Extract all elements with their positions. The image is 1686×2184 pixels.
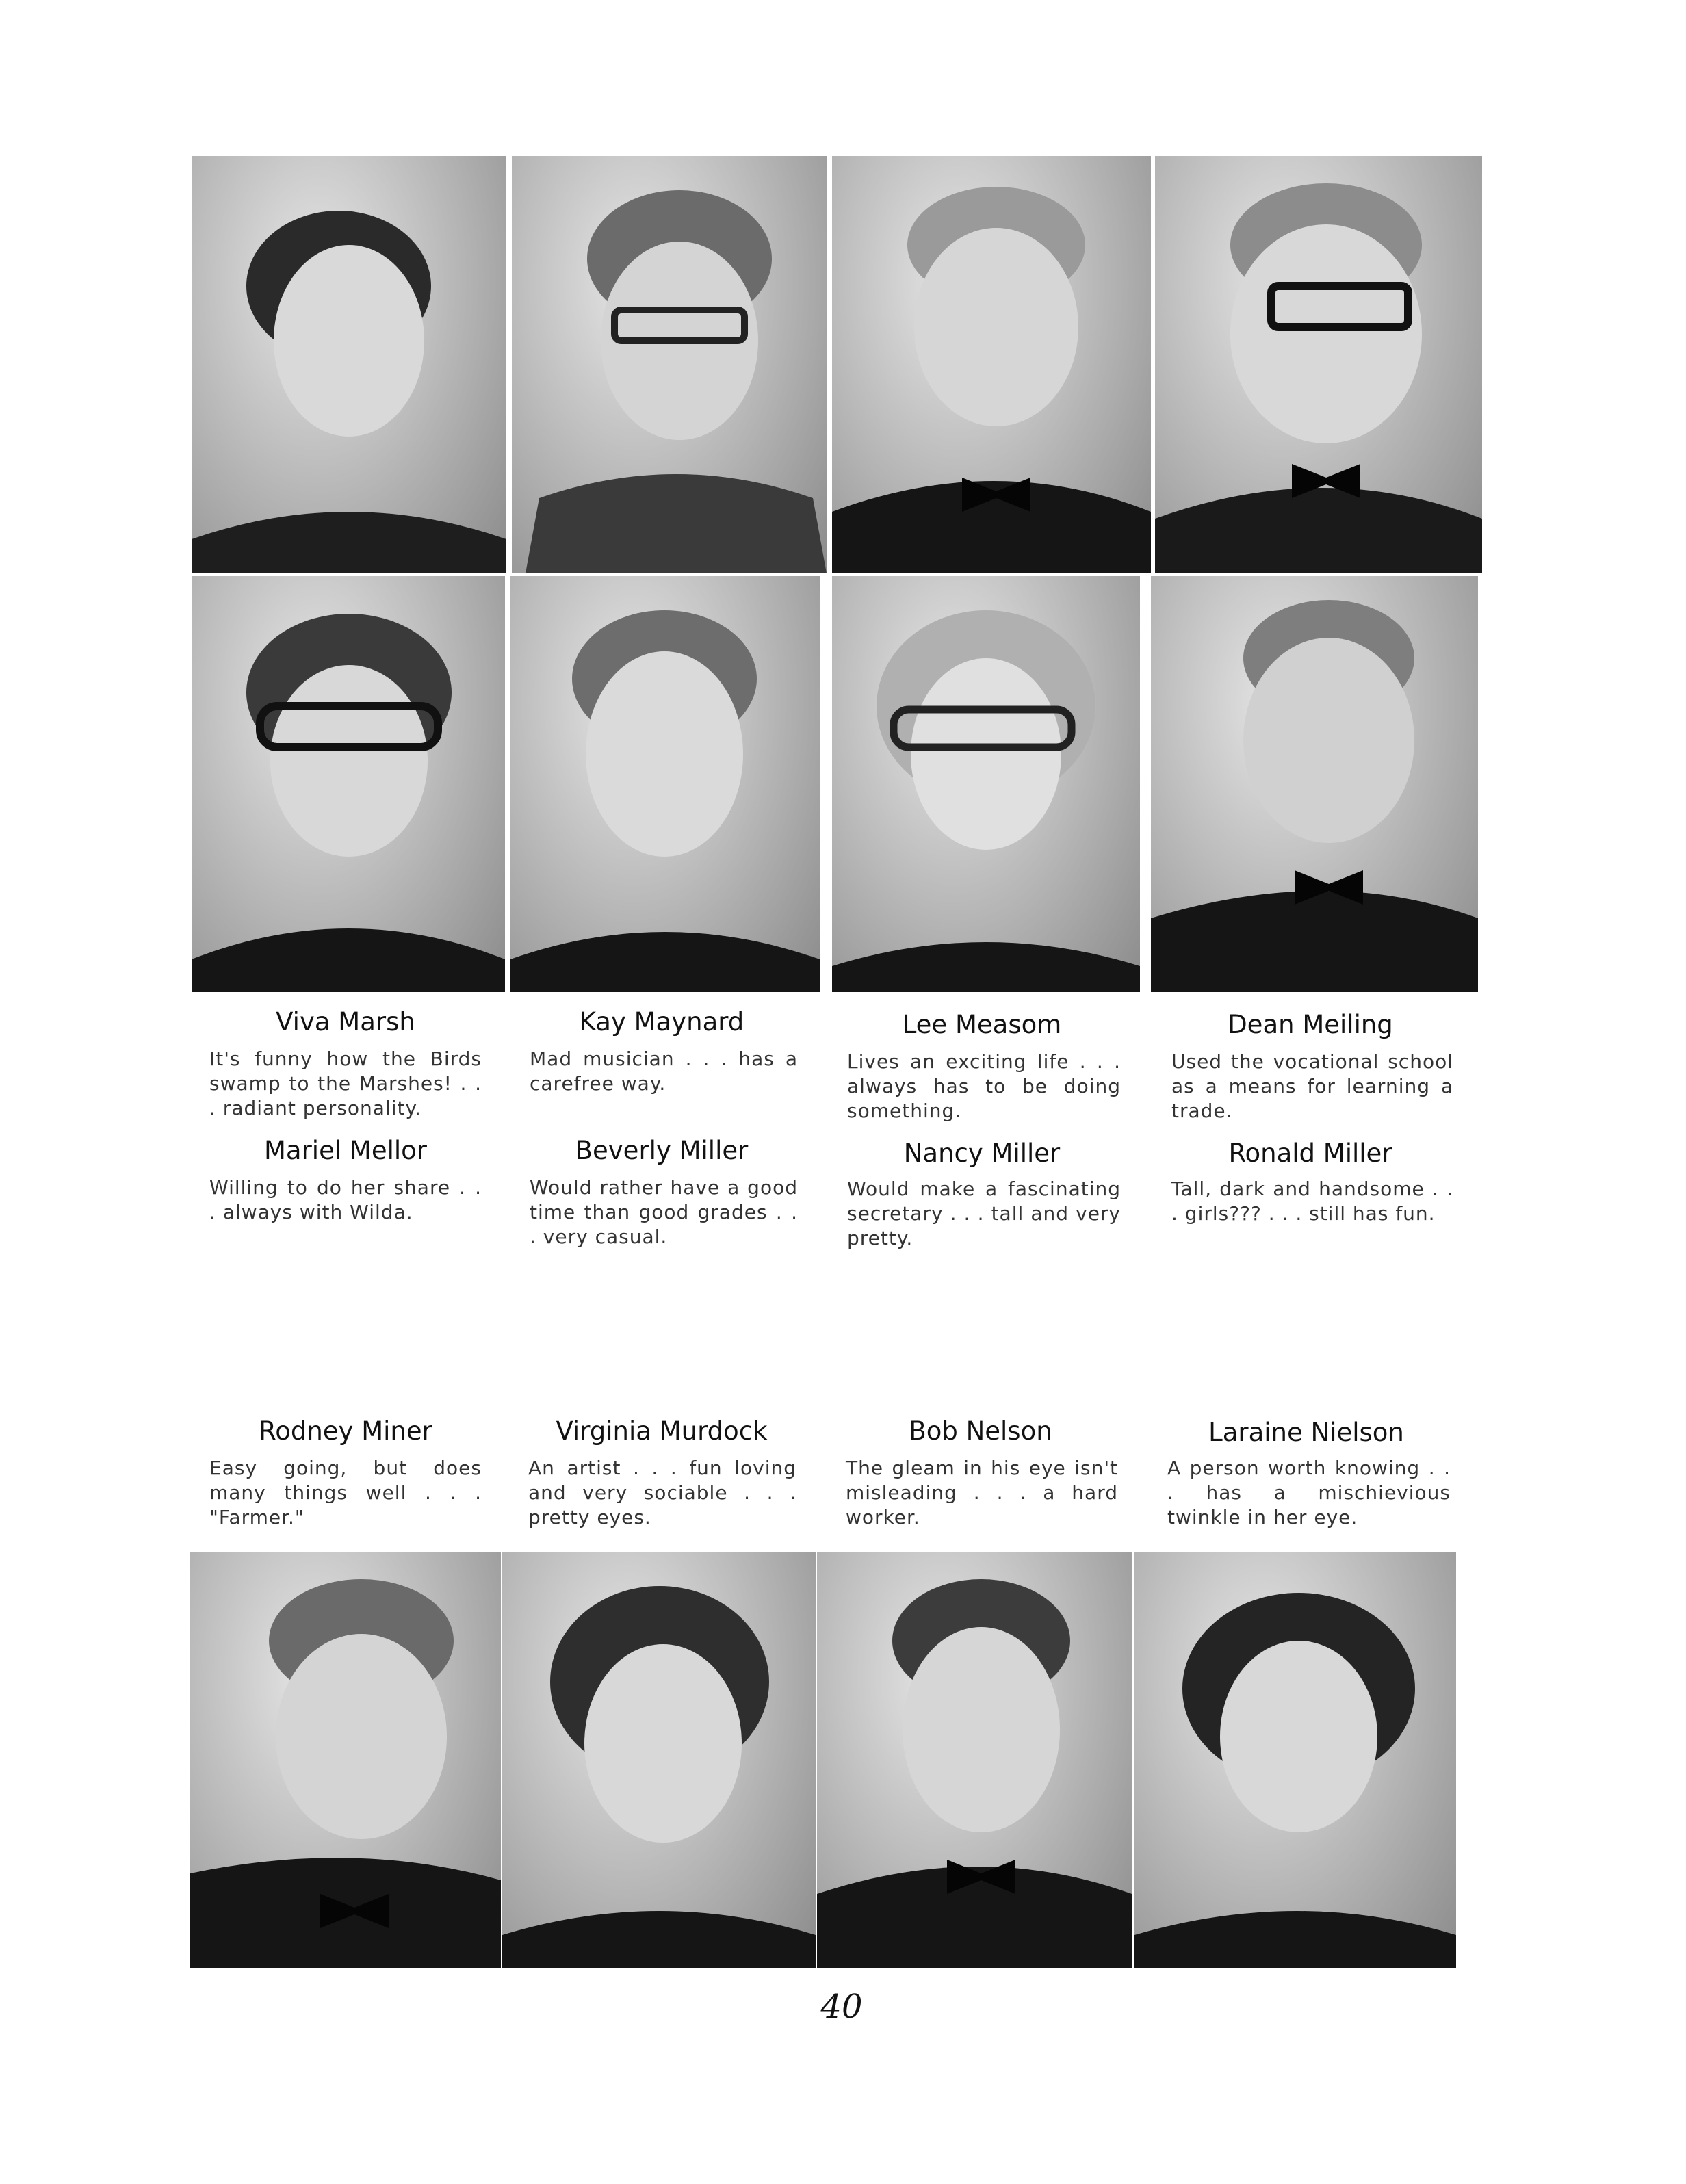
- student-name: Bob Nelson: [909, 1416, 1052, 1446]
- portrait-photo-lee-measom: [832, 156, 1151, 573]
- student-name: Rodney Miner: [259, 1416, 432, 1446]
- student-caption: Used the vocational school as a means for learning a trade.: [1171, 1050, 1453, 1122]
- student-name: Kay Maynard: [579, 1007, 744, 1037]
- student-caption: Tall, dark and handsome . . . girls??? . . . still has fun.: [1171, 1178, 1453, 1225]
- student-name: Nancy Miller: [903, 1139, 1061, 1168]
- student-name: Dean Meiling: [1228, 1010, 1393, 1039]
- student-caption: The gleam in his eye isn't misleading . . . a hard worker.: [846, 1457, 1118, 1529]
- portrait-photo-beverly-miller: [510, 576, 820, 992]
- student-name: Beverly Miller: [575, 1136, 749, 1165]
- portrait-photo-ronald-miller: [1151, 576, 1478, 992]
- student-caption: Would rather have a good time than good grades . . . very casual.: [530, 1176, 798, 1248]
- student-name: Ronald Miller: [1228, 1139, 1392, 1168]
- student-caption: It's funny how the Birds swamp to the Marshes! . . . radiant personality.: [209, 1048, 482, 1119]
- portrait-photo-rodney-miner: [190, 1552, 501, 1968]
- portrait-photo-bob-nelson: [817, 1552, 1132, 1968]
- student-caption: Would make a fascinating secretary . . . tall and very pretty.: [847, 1178, 1121, 1249]
- portrait-photo-dean-meiling: [1155, 156, 1482, 573]
- portrait-photo-laraine-nielson: [1134, 1552, 1456, 1968]
- portrait-photo-kay-maynard: [512, 156, 827, 573]
- portrait-photo-mariel-mellor: [192, 576, 505, 992]
- student-name: Virginia Murdock: [556, 1416, 768, 1446]
- portrait-photo-nancy-miller: [832, 576, 1140, 992]
- student-name: Laraine Nielson: [1208, 1418, 1404, 1447]
- student-caption: A person worth knowing . . . has a mischievious twinkle in her eye.: [1167, 1457, 1451, 1529]
- page-number: 40: [820, 1988, 863, 2026]
- portrait-photo-viva-marsh: [192, 156, 506, 573]
- portrait-photo-virginia-murdock: [502, 1552, 816, 1968]
- student-name: Mariel Mellor: [264, 1136, 427, 1165]
- student-caption: An artist . . . fun loving and very sociable . . . pretty eyes.: [528, 1457, 796, 1529]
- student-caption: Willing to do her share . . . always with Wilda.: [209, 1176, 482, 1223]
- student-name: Lee Measom: [902, 1010, 1062, 1039]
- student-caption: Easy going, but does many things well . . . "Farmer.": [209, 1457, 482, 1529]
- student-caption: Lives an exciting life . . . always has to be doing something.: [847, 1050, 1121, 1122]
- student-caption: Mad musician . . . has a carefree way.: [530, 1048, 798, 1095]
- student-name: Viva Marsh: [276, 1007, 415, 1037]
